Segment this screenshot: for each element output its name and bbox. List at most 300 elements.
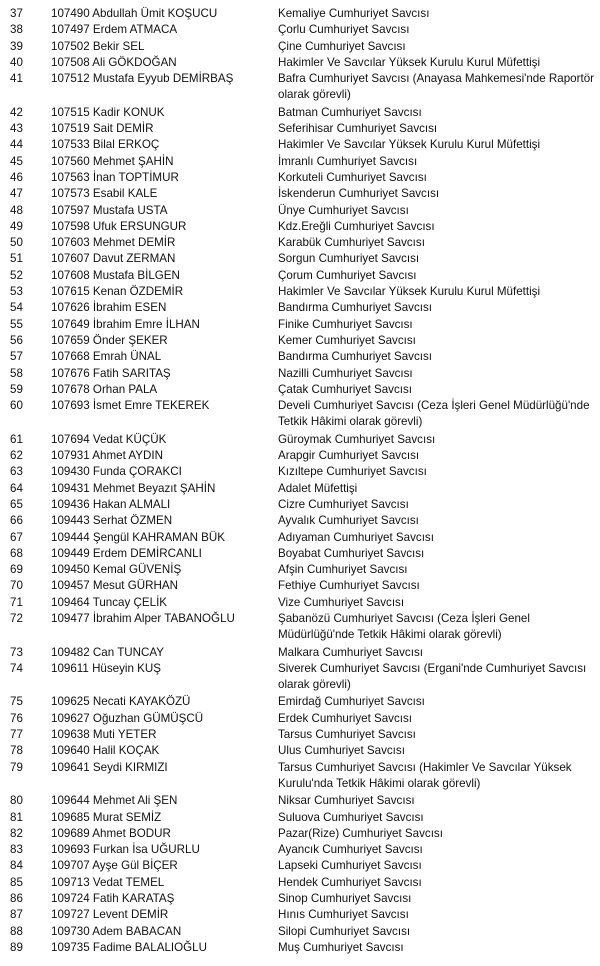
registry-number: 107694 xyxy=(51,432,90,446)
list-row xyxy=(0,661,600,694)
registry-and-name xyxy=(51,578,276,594)
list-row xyxy=(0,842,600,858)
position-title xyxy=(278,924,593,940)
list-row xyxy=(0,858,600,874)
position-line: Tarsus Cumhuriyet Savcısı (Hakimler Ve Savcılar Yüksek xyxy=(278,760,572,774)
position-line: Boyabat Cumhuriyet Savcısı xyxy=(278,546,425,560)
position-title xyxy=(278,349,593,365)
registry-number: 107931 xyxy=(51,449,90,463)
person-name: Fatih SARITAŞ xyxy=(92,366,171,380)
position-line: Malkara Cumhuriyet Savcısı xyxy=(278,645,423,659)
position-title xyxy=(278,727,593,743)
position-title xyxy=(278,186,593,202)
registry-and-name xyxy=(51,694,276,710)
list-row xyxy=(0,743,600,759)
position-line: Develi Cumhuriyet Savcısı (Ceza İşleri Genel Müdürlüğü'nde xyxy=(278,399,590,413)
registry-number: 109431 xyxy=(51,481,90,495)
row-number: 86 xyxy=(10,892,23,906)
list-row xyxy=(0,203,600,219)
row-number: 55 xyxy=(10,317,23,331)
position-line: Hakimler Ve Savcılar Yüksek Kurulu Kurul Müfettişi xyxy=(278,285,541,299)
position-line: Adıyaman Cumhuriyet Savcısı xyxy=(278,530,434,544)
position-title xyxy=(278,810,593,826)
registry-and-name xyxy=(51,810,276,826)
row-number: 68 xyxy=(10,546,23,560)
registry-and-name xyxy=(51,137,276,153)
list-row xyxy=(0,578,600,594)
position-line: Silopi Cumhuriyet Savcısı xyxy=(278,924,411,938)
list-row xyxy=(0,268,600,284)
registry-and-name xyxy=(51,595,276,611)
position-line: Bandırma Cumhuriyet Savcısı xyxy=(278,301,432,315)
position-line: Emirdağ Cumhuriyet Savcısı xyxy=(278,695,425,709)
row-number: 38 xyxy=(10,23,23,37)
person-name: Funda ÇORAKCI xyxy=(92,465,182,479)
registry-and-name xyxy=(51,842,276,858)
position-line: Cizre Cumhuriyet Savcısı xyxy=(278,497,409,511)
row-number: 52 xyxy=(10,268,23,282)
row-number: 49 xyxy=(10,219,23,233)
registry-and-name xyxy=(51,317,276,333)
person-name: Mesut GÜRHAN xyxy=(92,579,178,593)
position-line: Karabük Cumhuriyet Savcısı xyxy=(278,236,425,250)
list-row xyxy=(0,284,600,300)
registry-number: 109436 xyxy=(51,497,90,511)
list-row xyxy=(0,349,600,365)
position-line: olarak görevli) xyxy=(278,88,351,102)
registry-and-name xyxy=(51,924,276,940)
registry-and-name xyxy=(51,481,276,497)
position-title xyxy=(278,891,593,907)
person-name: Mehmet Beyazıt ŞAHİN xyxy=(92,481,216,495)
list-row xyxy=(0,875,600,891)
position-line: Bandırma Cumhuriyet Savcısı xyxy=(278,350,432,364)
registry-number: 109713 xyxy=(51,875,90,889)
person-name: Ahmet BODUR xyxy=(92,826,171,840)
list-row xyxy=(0,300,600,316)
person-name: Ayşe Gül BİÇER xyxy=(92,859,178,873)
person-name: Mehmet ŞAHİN xyxy=(92,154,174,168)
position-line: Vize Cumhuriyet Savcısı xyxy=(278,595,405,609)
row-number: 57 xyxy=(10,350,23,364)
registry-and-name xyxy=(51,186,276,202)
registry-number: 109482 xyxy=(51,645,90,659)
row-number: 87 xyxy=(10,908,23,922)
position-title xyxy=(278,530,593,546)
position-line: Muş Cumhuriyet Savcısı xyxy=(278,940,404,954)
position-line: Güroymak Cumhuriyet Savcısı xyxy=(278,432,436,446)
registry-and-name xyxy=(51,611,276,627)
position-title xyxy=(278,333,593,349)
person-name: Mustafa Eyyub DEMİRBAŞ xyxy=(92,72,234,86)
position-line: Batman Cumhuriyet Savcısı xyxy=(278,105,422,119)
registry-number: 107508 xyxy=(51,55,90,69)
position-title xyxy=(278,55,593,71)
list-row xyxy=(0,611,600,644)
list-row xyxy=(0,711,600,727)
position-line: Afşin Cumhuriyet Savcısı xyxy=(278,563,408,577)
registry-number: 107693 xyxy=(51,399,90,413)
row-number: 89 xyxy=(10,940,23,954)
position-line: Nazilli Cumhuriyet Savcısı xyxy=(278,366,413,380)
list-row xyxy=(0,448,600,464)
row-number: 56 xyxy=(10,333,23,347)
position-title xyxy=(278,595,593,611)
position-title xyxy=(278,694,593,710)
position-title xyxy=(278,105,593,121)
position-line: İmranlı Cumhuriyet Savcısı xyxy=(278,154,418,168)
registry-and-name xyxy=(51,940,276,956)
position-line: Çorum Cumhuriyet Savcısı xyxy=(278,268,417,282)
registry-and-name xyxy=(51,497,276,513)
registry-and-name xyxy=(51,727,276,743)
position-title xyxy=(278,154,593,170)
registry-and-name xyxy=(51,793,276,809)
registry-number: 109450 xyxy=(51,563,90,577)
row-number: 48 xyxy=(10,203,23,217)
position-line: Hendek Cumhuriyet Savcısı xyxy=(278,875,422,889)
registry-number: 107533 xyxy=(51,138,90,152)
position-line: Çatak Cumhuriyet Savcısı xyxy=(278,382,413,396)
row-number: 72 xyxy=(10,611,23,625)
row-number: 88 xyxy=(10,924,23,938)
position-line: Finike Cumhuriyet Savcısı xyxy=(278,317,413,331)
position-title xyxy=(278,481,593,497)
position-title xyxy=(278,743,593,759)
position-title xyxy=(278,22,593,38)
position-line: Seferihisar Cumhuriyet Savcısı xyxy=(278,122,438,136)
position-line: Ayancık Cumhuriyet Savcısı xyxy=(278,843,423,857)
row-number: 76 xyxy=(10,711,23,725)
registry-and-name xyxy=(51,398,276,414)
position-title xyxy=(278,611,593,644)
position-title xyxy=(278,284,593,300)
position-title xyxy=(278,6,593,22)
person-name: Hakan ALMALI xyxy=(92,497,171,511)
registry-and-name xyxy=(51,219,276,235)
row-number: 53 xyxy=(10,285,23,299)
position-title xyxy=(278,464,593,480)
position-title xyxy=(278,121,593,137)
position-title xyxy=(278,940,593,956)
registry-and-name xyxy=(51,6,276,22)
person-name: Mehmet DEMİR xyxy=(92,236,176,250)
list-row xyxy=(0,170,600,186)
list-row xyxy=(0,826,600,842)
registry-number: 109730 xyxy=(51,924,90,938)
list-row xyxy=(0,121,600,137)
registry-number: 107676 xyxy=(51,366,90,380)
row-number: 44 xyxy=(10,138,23,152)
person-name: Erdem DEMİRCANLI xyxy=(92,546,202,560)
list-row xyxy=(0,727,600,743)
row-number: 79 xyxy=(10,760,23,774)
registry-and-name xyxy=(51,546,276,562)
registry-number: 109640 xyxy=(51,744,90,758)
person-name: Kenan ÖZDEMİR xyxy=(92,285,184,299)
list-row xyxy=(0,793,600,809)
list-row xyxy=(0,55,600,71)
registry-and-name xyxy=(51,661,276,677)
registry-and-name xyxy=(51,562,276,578)
person-name: Önder ŞEKER xyxy=(92,333,168,347)
registry-and-name xyxy=(51,235,276,251)
position-line: Çine Cumhuriyet Savcısı xyxy=(278,39,406,53)
registry-and-name xyxy=(51,268,276,284)
row-number: 45 xyxy=(10,154,23,168)
registry-and-name xyxy=(51,333,276,349)
position-line: Adalet Müfettişi xyxy=(278,481,358,495)
list-row xyxy=(0,219,600,235)
person-name: İsmet Emre TEKEREK xyxy=(92,399,210,413)
list-row xyxy=(0,530,600,546)
person-name: Vedat KÜÇÜK xyxy=(92,432,167,446)
registry-and-name xyxy=(51,760,276,776)
person-name: Mustafa BİLGEN xyxy=(92,268,180,282)
list-row xyxy=(0,398,600,431)
list-row xyxy=(0,513,600,529)
registry-number: 109464 xyxy=(51,595,90,609)
position-title xyxy=(278,235,593,251)
position-title xyxy=(278,546,593,562)
registry-number: 109724 xyxy=(51,892,90,906)
registry-and-name xyxy=(51,875,276,891)
person-name: Şengül KAHRAMAN BÜK xyxy=(92,530,226,544)
registry-and-name xyxy=(51,71,276,87)
registry-number: 109689 xyxy=(51,826,90,840)
registry-and-name xyxy=(51,826,276,842)
list-row xyxy=(0,105,600,121)
row-number: 47 xyxy=(10,187,23,201)
person-name: Erdem ATMACA xyxy=(92,23,178,37)
list-row xyxy=(0,694,600,710)
row-number: 74 xyxy=(10,661,23,675)
person-name: Halil KOÇAK xyxy=(92,744,160,758)
row-number: 77 xyxy=(10,728,23,742)
person-name: Fadime BALALIOĞLU xyxy=(92,940,207,954)
registry-and-name xyxy=(51,170,276,186)
registry-and-name xyxy=(51,891,276,907)
position-title xyxy=(278,513,593,529)
person-name: Adem BABACAN xyxy=(92,924,182,938)
row-number: 73 xyxy=(10,645,23,659)
position-title xyxy=(278,875,593,891)
position-title xyxy=(278,203,593,219)
row-number: 81 xyxy=(10,810,23,824)
list-row xyxy=(0,39,600,55)
registry-number: 107668 xyxy=(51,350,90,364)
position-line: Hakimler Ve Savcılar Yüksek Kurulu Kurul Müfettişi xyxy=(278,55,541,69)
registry-and-name xyxy=(51,432,276,448)
row-number: 42 xyxy=(10,105,23,119)
registry-number: 107563 xyxy=(51,170,90,184)
person-name: İbrahim Alper TABANOĞLU xyxy=(92,611,235,625)
person-name: Furkan İsa UĞURLU xyxy=(92,843,200,857)
row-number: 37 xyxy=(10,7,23,20)
position-title xyxy=(278,645,593,661)
registry-number: 107497 xyxy=(51,23,90,37)
position-title xyxy=(278,170,593,186)
position-line: Sorgun Cumhuriyet Savcısı xyxy=(278,252,420,266)
position-title xyxy=(278,711,593,727)
registry-number: 107603 xyxy=(51,236,90,250)
person-name: İbrahim Emre İLHAN xyxy=(92,317,200,331)
person-name: İnan TOPTİMUR xyxy=(92,170,179,184)
list-row xyxy=(0,924,600,940)
list-row xyxy=(0,366,600,382)
row-number: 46 xyxy=(10,170,23,184)
list-row xyxy=(0,154,600,170)
position-line: Kemaliye Cumhuriyet Savcısı xyxy=(278,7,430,20)
list-row xyxy=(0,562,600,578)
position-line: Müdürlüğü'nde Tetkik Hâkimi olarak görevli) xyxy=(278,628,502,642)
person-name: Seydi KIRMIZI xyxy=(92,760,168,774)
person-name: Sait DEMİR xyxy=(92,122,154,136)
person-name: Kadir KONUK xyxy=(92,105,165,119)
registry-number: 107615 xyxy=(51,285,90,299)
position-line: Fethiye Cumhuriyet Savcısı xyxy=(278,579,420,593)
list-row xyxy=(0,810,600,826)
registry-number: 107573 xyxy=(51,187,90,201)
position-title xyxy=(278,562,593,578)
list-row xyxy=(0,22,600,38)
row-number: 83 xyxy=(10,843,23,857)
person-name: Fatih KARATAŞ xyxy=(92,892,175,906)
row-number: 71 xyxy=(10,595,23,609)
row-number: 75 xyxy=(10,695,23,709)
registry-number: 109727 xyxy=(51,908,90,922)
person-name: Levent DEMİR xyxy=(92,908,169,922)
person-name: Mehmet Ali ŞEN xyxy=(92,794,178,808)
registry-and-name xyxy=(51,121,276,137)
position-title xyxy=(278,219,593,235)
position-title xyxy=(278,39,593,55)
registry-number: 107659 xyxy=(51,333,90,347)
position-title xyxy=(278,661,593,694)
position-title xyxy=(278,300,593,316)
position-title xyxy=(278,858,593,874)
registry-number: 109443 xyxy=(51,514,90,528)
list-row xyxy=(0,497,600,513)
registry-and-name xyxy=(51,366,276,382)
person-name: Mustafa USTA xyxy=(92,203,168,217)
row-number: 63 xyxy=(10,465,23,479)
row-number: 64 xyxy=(10,481,23,495)
registry-number: 109611 xyxy=(51,661,89,675)
position-line: Erdek Cumhuriyet Savcısı xyxy=(278,711,413,725)
position-title xyxy=(278,842,593,858)
row-number: 85 xyxy=(10,875,23,889)
registry-and-name xyxy=(51,858,276,874)
position-line: Ünye Cumhuriyet Savcısı xyxy=(278,203,409,217)
list-row xyxy=(0,907,600,923)
list-row xyxy=(0,432,600,448)
list-row xyxy=(0,186,600,202)
position-line: Kemer Cumhuriyet Savcısı xyxy=(278,333,416,347)
person-name: Kemal GÜVENİŞ xyxy=(92,563,182,577)
position-line: Suluova Cumhuriyet Savcısı xyxy=(278,810,424,824)
position-title xyxy=(278,137,593,153)
registry-and-name xyxy=(51,39,276,55)
person-name: Muti YETER xyxy=(92,728,157,742)
row-number: 43 xyxy=(10,122,23,136)
person-name: Hüseyin KUŞ xyxy=(92,661,162,675)
registry-number: 107626 xyxy=(51,301,90,315)
list-row xyxy=(0,891,600,907)
registry-number: 109707 xyxy=(51,859,90,873)
position-title xyxy=(278,382,593,398)
position-line: Pazar(Rize) Cumhuriyet Savcısı xyxy=(278,826,443,840)
position-line: Hakimler Ve Savcılar Yüksek Kurulu Kurul Müfettişi xyxy=(278,138,541,152)
registry-number: 107598 xyxy=(51,219,90,233)
person-name: Ali GÖKDOĞAN xyxy=(92,55,177,69)
registry-and-name xyxy=(51,513,276,529)
registry-number: 109644 xyxy=(51,794,90,808)
row-number: 65 xyxy=(10,497,23,511)
position-line: Kdz.Ereğli Cumhuriyet Savcısı xyxy=(278,219,435,233)
list-row xyxy=(0,382,600,398)
registry-number: 107649 xyxy=(51,317,90,331)
position-title xyxy=(278,366,593,382)
registry-number: 109449 xyxy=(51,546,90,560)
person-name: İbrahim ESEN xyxy=(92,301,167,315)
person-name: Tuncay ÇELİK xyxy=(92,595,168,609)
position-title xyxy=(278,793,593,809)
list-row xyxy=(0,317,600,333)
list-row xyxy=(0,333,600,349)
list-row xyxy=(0,464,600,480)
registry-number: 109430 xyxy=(51,465,90,479)
position-line: Siverek Cumhuriyet Savcısı (Ergani'nde Cumhuriyet Savcısı xyxy=(278,661,587,675)
position-title xyxy=(278,497,593,513)
position-line: Kızıltepe Cumhuriyet Savcısı xyxy=(278,465,427,479)
position-line: Lapseki Cumhuriyet Savcısı xyxy=(278,859,422,873)
position-line: Niksar Cumhuriyet Savcısı xyxy=(278,794,415,808)
position-line: Ayvalık Cumhuriyet Savcısı xyxy=(278,514,419,528)
position-line: Korkuteli Cumhuriyet Savcısı xyxy=(278,170,427,184)
person-name: Can TUNCAY xyxy=(92,645,165,659)
position-title xyxy=(278,251,593,267)
registry-and-name xyxy=(51,711,276,727)
registry-number: 107515 xyxy=(51,105,90,119)
position-title xyxy=(278,398,593,431)
person-name: Esabil KALE xyxy=(92,187,158,201)
row-number: 41 xyxy=(10,72,23,86)
registry-and-name xyxy=(51,907,276,923)
position-line: Bafra Cumhuriyet Savcısı (Anayasa Mahkemesi'nde Raportör xyxy=(278,72,595,86)
position-line: Hınıs Cumhuriyet Savcısı xyxy=(278,908,409,922)
list-row xyxy=(0,137,600,153)
registry-and-name xyxy=(51,530,276,546)
row-number: 59 xyxy=(10,382,23,396)
registry-and-name xyxy=(51,251,276,267)
registry-and-name xyxy=(51,300,276,316)
registry-number: 109735 xyxy=(51,940,90,954)
registry-number: 107502 xyxy=(51,39,90,53)
registry-and-name xyxy=(51,464,276,480)
list-row xyxy=(0,645,600,661)
row-number: 70 xyxy=(10,579,23,593)
person-name: Bekir SEL xyxy=(92,39,145,53)
position-line: İskenderun Cumhuriyet Savcısı xyxy=(278,187,440,201)
list-row xyxy=(0,251,600,267)
position-title xyxy=(278,578,593,594)
registry-and-name xyxy=(51,105,276,121)
registry-and-name xyxy=(51,154,276,170)
position-line: Şabanözü Cumhuriyet Savcısı (Ceza İşleri Genel xyxy=(278,611,530,625)
registry-and-name xyxy=(51,448,276,464)
registry-and-name xyxy=(51,349,276,365)
